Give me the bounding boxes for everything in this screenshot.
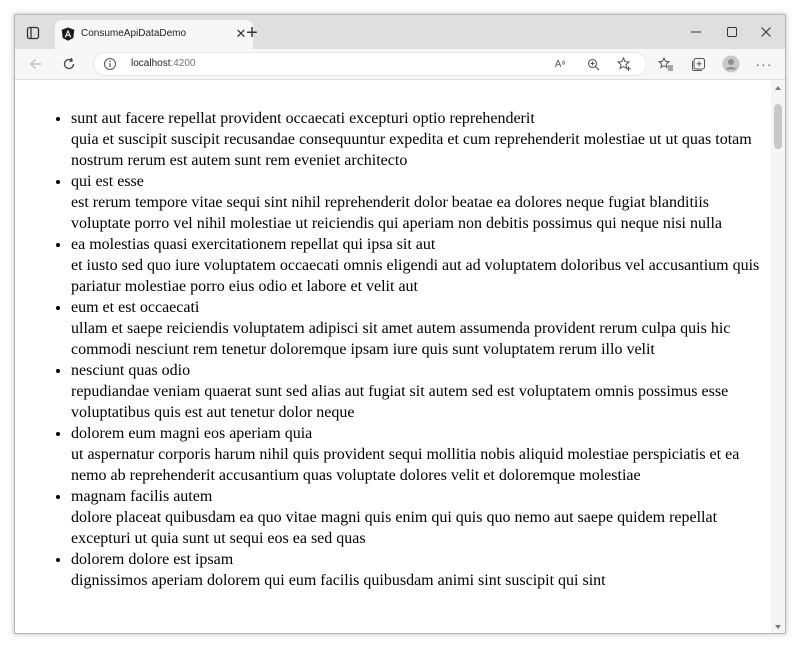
post-body: ut aspernatur corporis harum nihil quis provident sequi mollitia nobis aliquid molestiae perspiciatis et ea nemo ab reprehenderit accusantium quas voluptate dolores velit et doloremque molestiae [71, 446, 740, 484]
scroll-down-icon[interactable] [771, 621, 785, 633]
list-item [71, 423, 761, 486]
angular-icon [61, 27, 75, 41]
browser-window [14, 14, 786, 634]
scroll-up-icon[interactable] [771, 82, 785, 94]
post-title: • dolorem eum magni eos aperiam quia [71, 425, 313, 442]
list-item [71, 171, 761, 234]
url-text[interactable] [131, 58, 196, 69]
list-item [71, 360, 761, 423]
post-title: • magnam facilis autem [71, 488, 213, 505]
post-title: • qui est esse [71, 173, 144, 190]
post-body: et iusto sed quo iure voluptatem occaecati omnis eligendi aut ad voluptatem doloribus vel accusantium quis pariatur molestiae porro eius odio et labore et velit aut [71, 257, 760, 295]
posts-list [15, 108, 761, 591]
add-favorite-icon[interactable] [615, 55, 633, 73]
minimize-button[interactable] [681, 21, 711, 43]
post-title: • sunt aut facere repellat provident occaecati excepturi optio reprehenderit [71, 110, 535, 127]
post-body: quia et suscipit suscipit recusandae consequuntur expedita et cum reprehenderit molestiae ut ut quas totam nostrum rerum est autem sunt rem eveniet architecto [71, 131, 752, 169]
vertical-scrollbar[interactable] [771, 80, 785, 633]
post-title: • eum et est occaecati [71, 299, 200, 316]
refresh-icon[interactable] [58, 53, 80, 75]
address-bar[interactable] [93, 52, 647, 76]
tab-actions-icon[interactable] [23, 23, 43, 43]
post-body: dignissimos aperiam dolorem qui eum facilis quibusdam animi sint suscipit qui sint [71, 572, 606, 589]
more-options-icon[interactable]: ··· [755, 56, 773, 72]
post-body: dolore placeat quibusdam ea quo vitae magni quis enim qui quis quo nemo aut saepe quidem repellat excepturi ut quia sunt ut sequi eos ea sed quas [71, 509, 718, 547]
browser-toolbar [15, 49, 785, 80]
scroll-thumb[interactable] [774, 104, 782, 149]
favorites-icon[interactable] [655, 53, 677, 75]
collections-icon[interactable] [687, 53, 709, 75]
list-item [71, 486, 761, 549]
list-item [71, 297, 761, 360]
post-body: ullam et saepe reiciendis voluptatem adipisci sit amet autem assumenda provident rerum culpa quis hic commodi nesciunt rem tenetur doloremque ipsam iure quis sunt voluptatem rerum illo velit [71, 320, 731, 358]
profile-avatar[interactable] [720, 53, 742, 75]
read-aloud-icon[interactable]: Aᵃ [554, 58, 566, 70]
maximize-button[interactable] [717, 21, 747, 43]
post-title: • dolorem dolore est ipsam [71, 551, 234, 568]
tab-strip [15, 15, 785, 49]
new-tab-button[interactable]: + [246, 21, 258, 44]
url-host: localhost [131, 58, 171, 69]
zoom-icon[interactable] [584, 55, 602, 73]
close-window-button[interactable] [751, 21, 781, 43]
url-port: :4200 [170, 58, 196, 69]
back-arrow-icon[interactable] [25, 53, 47, 75]
post-body: est rerum tempore vitae sequi sint nihil reprehenderit dolor beatae ea dolores neque fugiat blanditiis voluptate porro vel nihil molestiae ut reiciendis qui aperiam non debitis possimus qui neque nisi nulla [71, 194, 722, 232]
close-tab-icon[interactable]: ✕ [235, 26, 247, 41]
list-item [71, 108, 761, 171]
post-title: • nesciunt quas odio [71, 362, 191, 379]
list-item [71, 549, 761, 591]
post-body: repudiandae veniam quaerat sunt sed alias aut fugiat sit autem sed est voluptatem omnis possimus esse voluptatibus quis est aut tenetur dolor neque [71, 383, 729, 421]
list-item [71, 234, 761, 297]
page-viewport [15, 80, 770, 633]
info-icon[interactable] [103, 57, 117, 71]
tab-title: ConsumeApiDataDemo [81, 28, 187, 39]
tab-active[interactable] [55, 20, 253, 49]
post-title: • ea molestias quasi exercitationem repellat qui ipsa sit aut [71, 236, 436, 253]
